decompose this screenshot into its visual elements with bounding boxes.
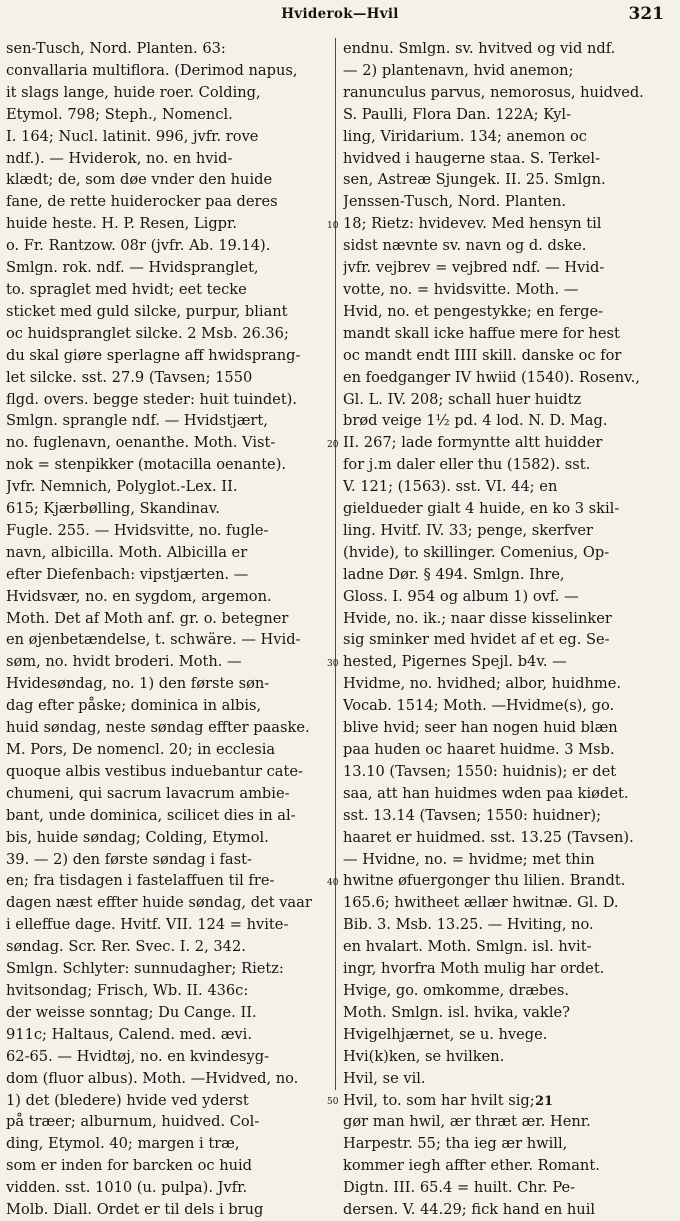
text-line: Digtn. III. 65.4 = huilt. Chr. Pe- — [343, 1179, 576, 1197]
text-line: i elleffue dage. Hvitf. VII. 124 = hvite- — [6, 916, 289, 934]
text-line: gieldueder gialt 4 huide, en ko 3 skil- — [343, 500, 620, 518]
text-line: søm, no. hvidt broderi. Moth. — — [6, 653, 242, 671]
text-line: du skal giøre sperlagne aff hwidsprang- — [6, 346, 301, 364]
text-line: ndf.). — Hviderok, no. en hvid- — [6, 149, 233, 167]
line-number: 30 — [327, 659, 339, 669]
text-line: oc mandt endt IIII skill. danske oc for — [343, 346, 622, 364]
text-line: Smlgn. Schlyter: sunnudagher; Rietz: — [6, 960, 284, 978]
text-line: — Hvidne, no. = hvidme; met thin — [343, 850, 595, 868]
text-line: en hvalart. Moth. Smlgn. isl. hvit- — [343, 938, 592, 956]
text-line: mandt skall icke haffue mere for hest — [343, 324, 620, 342]
text-line: Harpestr. 55; tha ieg ær hwill, — [343, 1135, 568, 1153]
text-line: sidst nævnte sv. navn og d. dske. — [343, 237, 587, 255]
text-line: dag efter påske; dominica in albis, — [6, 697, 262, 715]
line-number: 40 — [327, 878, 339, 888]
text-line: (hvide), to skillinger. Comenius, Op- — [343, 543, 610, 561]
text-line: hvitsondag; Frisch, Wb. II. 436c: — [6, 981, 249, 999]
text-line: navn, albicilla. Moth. Albicilla er — [6, 543, 248, 561]
text-line: Jenssen-Tusch, Nord. Planten. — [343, 193, 567, 211]
text-line: Hvil, to. som har hvilt sig; — [343, 1091, 535, 1109]
text-line: M. Pors, De nomencl. 20; in ecclesia — [6, 741, 276, 758]
text-line: dom (fluor albus). Moth. —Hvidved, no. — [6, 1069, 299, 1087]
text-line: blive hvid; seer han nogen huid blæn — [343, 719, 618, 737]
text-line: it slags lange, huide roer. Colding, — [6, 83, 261, 101]
text-line: to. spraglet med hvidt; eet tecke — [6, 280, 247, 298]
text-line: haaret er huidmed. sst. 13.25 (Tavsen). — [343, 828, 634, 846]
text-line: en øjenbetændelse, t. schwäre. — Hvid- — [6, 631, 301, 649]
text-line: jvfr. vejbrev = vejbred ndf. — Hvid- — [343, 259, 605, 277]
text-line: Hvid, no. et pengestykke; en ferge- — [343, 302, 604, 320]
text-line: 615; Kjærbølling, Skandinav. — [6, 500, 220, 518]
text-line: huide heste. H. P. Resen, Ligpr. — [6, 215, 238, 233]
text-line: let silcke. sst. 27.9 (Tavsen; 1550 — [6, 368, 253, 386]
column-divider — [335, 38, 336, 1090]
text-line: chumeni, qui sacrum lavacrum ambie- — [6, 784, 290, 802]
text-line: — 2) plantenavn, hvid anemon; — [343, 61, 574, 79]
text-line: brød veige 1½ pd. 4 lod. N. D. Mag. — [343, 412, 608, 430]
text-line: oc huidspranglet silcke. 2 Msb. 26.36; — [6, 324, 289, 342]
text-line: ding, Etymol. 40; margen i træ, — [6, 1135, 240, 1153]
text-line: ling. Hvitf. IV. 33; penge, skerfver — [343, 521, 594, 539]
text-line: Hvidsvær, no. en sygdom, argemon. — [6, 587, 272, 605]
text-line: o. Fr. Rantzow. 08r (jvfr. Ab. 19.14). — [6, 237, 271, 255]
text-line: Smlgn. rok. ndf. — Hvidspranglet, — [6, 259, 259, 277]
line-number: 10 — [327, 221, 339, 231]
left-column — [6, 38, 328, 1221]
text-line: 62-65. — Hvidtøj, no. en kvindesyg- — [6, 1047, 270, 1065]
text-line: ranunculus parvus, nemorosus, huidved. — [343, 83, 644, 101]
text-line: sticket med guld silcke, purpur, bliant — [6, 302, 288, 320]
text-line: 13.10 (Tavsen; 1550: huidnis); er det — [343, 762, 617, 780]
text-line: Vocab. 1514; Moth. —Hvidme(s), go. — [343, 697, 615, 715]
text-line: Hvidesøndag, no. 1) den første søn- — [6, 675, 270, 693]
text-line: Moth. Smlgn. isl. hvika, vakle? — [343, 1003, 570, 1021]
text-line: Hvi(k)ken, se hvilken. — [343, 1047, 505, 1065]
text-line: fane, de rette huiderocker paa deres — [6, 193, 278, 211]
text-line: vidden. sst. 1010 (u. pulpa). Jvfr. — [6, 1179, 248, 1197]
text-line: 18; Rietz: hvidevev. Med hensyn til — [343, 215, 602, 233]
text-line: 911c; Haltaus, Calend. med. ævi. — [6, 1025, 252, 1043]
text-line: 1) det (bledere) hvide ved yderst — [6, 1091, 249, 1109]
text-line: Moth. Det af Moth anf. gr. o. betegner — [6, 609, 289, 627]
text-line: Gloss. I. 954 og album 1) ovf. — — [343, 587, 579, 605]
line-number: 50 — [327, 1097, 339, 1107]
text-line: V. 121; (1563). sst. VI. 44; en — [343, 478, 558, 496]
text-line: ladne Dør. § 494. Smlgn. Ihre, — [343, 565, 565, 583]
text-line: votte, no. = hvidsvitte. Moth. — — [343, 280, 579, 298]
text-line: Etymol. 798; Steph., Nomencl. — [6, 105, 233, 123]
text-line: no. fuglenavn, oenanthe. Moth. Vist- — [6, 434, 276, 452]
text-line: klædt; de, som døe vnder den huide — [6, 171, 273, 189]
text-line: gør man hwil, ær thræt ær. Henr. — [343, 1113, 591, 1131]
text-line: saa, att han huidmes wden paa kiødet. — [343, 784, 629, 802]
running-head — [0, 4, 680, 30]
text-line: Hvige, go. omkomme, dræbes. — [343, 981, 570, 999]
text-line: 165.6; hwitheet ællær hwitnæ. Gl. D. — [343, 894, 619, 912]
text-line: en; fra tisdagen i fastelaffuen til fre- — [6, 872, 275, 890]
text-line: quoque albis vestibus induebantur cate- — [6, 762, 303, 780]
text-line: sen-Tusch, Nord. Planten. 63: — [6, 40, 226, 57]
text-line: der weisse sonntag; Du Cange. II. — [6, 1003, 257, 1021]
text-line: dagen næst effter huide søndag, det vaar — [6, 894, 312, 912]
text-line: som er inden for barcken oc huid — [6, 1157, 253, 1175]
text-line: bant, unde dominica, scilicet dies in al- — [6, 806, 296, 824]
text-line: Fugle. 255. — Hvidsvitte, no. fugle- — [6, 521, 269, 539]
text-line: huid søndag, neste søndag effter paaske. — [6, 719, 310, 737]
page-title: Hviderok—Hvil — [281, 6, 399, 22]
text-line: Hvide, no. ik.; naar disse kisselinker — [343, 609, 612, 627]
text-line: Jvfr. Nemnich, Polyglot.-Lex. II. — [6, 478, 238, 496]
text-line: kommer iegh affter ether. Romant. — [343, 1157, 600, 1175]
text-line: søndag. Scr. Rer. Svec. I. 2, 342. — [6, 938, 246, 956]
text-line: I. 164; Nucl. latinit. 996, jvfr. rove — [6, 127, 259, 145]
text-line: hvidved i haugerne staa. S. Terkel- — [343, 149, 601, 167]
line-number: 20 — [327, 440, 339, 450]
text-line: Hvidme, no. hvidhed; albor, huidhme. — [343, 675, 621, 693]
text-line: convallaria multiflora. (Derimod napus, — [6, 61, 298, 79]
text-line: Smlgn. sprangle ndf. — Hvidstjært, — [6, 412, 268, 430]
text-line: endnu. Smlgn. sv. hvitved og vid ndf. — [343, 40, 616, 57]
text-line: II. 267; lade formyntte altt huidder — [343, 434, 603, 452]
text-line: dersen. V. 44.29; fick hand en huil — [343, 1201, 596, 1219]
text-line: Molb. Diall. Ordet er til dels i brug — [6, 1201, 264, 1219]
text-line: Bib. 3. Msb. 13.25. — Hviting, no. — [343, 916, 594, 934]
text-line: Gl. L. IV. 208; schall huer huidtz — [343, 390, 582, 408]
text-line: Hvigelhjærnet, se u. hvege. — [343, 1025, 548, 1043]
text-line: Hvil, se vil. — [343, 1069, 426, 1087]
text-line: S. Paulli, Flora Dan. 122A; Kyl- — [343, 105, 572, 123]
text-line: en foedganger IV hwiid (1540). Rosenv., — [343, 368, 640, 386]
text-line: 39. — 2) den første søndag i fast- — [6, 850, 252, 868]
right-column — [343, 38, 669, 1221]
text-line: bis, huide søndag; Colding, Etymol. — [6, 828, 269, 846]
text-line: sig sminker med hvidet af et eg. Se- — [343, 631, 610, 649]
text-line: hested, Pigernes Spejl. b4v. — — [343, 653, 567, 671]
signature-mark: 21 — [535, 1094, 554, 1109]
text-line: efter Diefenbach: vipstjærten. — — [6, 565, 249, 583]
text-line: sst. 13.14 (Tavsen; 1550: huidner); — [343, 806, 601, 824]
text-line: hwitne øfuergonger thu lilien. Brandt. — [343, 872, 626, 890]
text-line: ingr, hvorfra Moth mulig har ordet. — [343, 960, 605, 978]
text-line: sen, Astreæ Sjungek. II. 25. Smlgn. — [343, 171, 606, 189]
page-number: 321 — [628, 4, 664, 24]
text-line: nok = stenpikker (motacilla oenante). — [6, 456, 287, 474]
text-line: ling, Viridarium. 134; anemon oc — [343, 127, 587, 145]
text-line: flgd. overs. begge steder: huit tuindet). — [6, 390, 298, 408]
text-line: for j.m daler eller thu (1582). sst. — [343, 456, 591, 474]
text-line: på træer; alburnum, huidved. Col- — [6, 1113, 260, 1131]
text-line: paa huden oc haaret huidme. 3 Msb. — [343, 741, 615, 758]
